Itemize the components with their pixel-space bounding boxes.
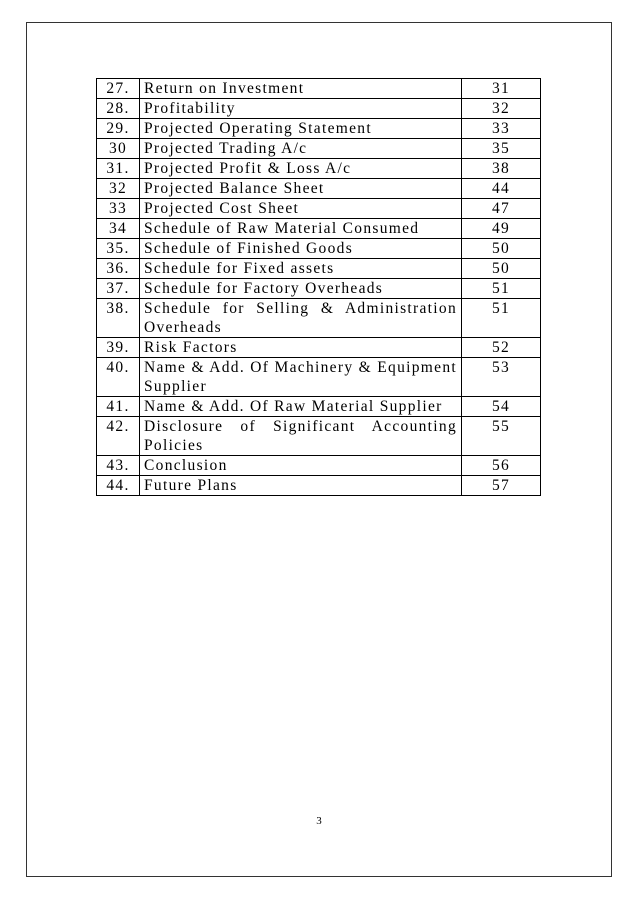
row-number: 31. — [97, 159, 140, 179]
row-title: Name & Add. Of Raw Material Supplier — [140, 397, 462, 417]
row-title: Projected Trading A/c — [140, 139, 462, 159]
row-page: 31 — [462, 79, 541, 99]
row-title: Schedule for Factory Overheads — [140, 279, 462, 299]
table-row — [97, 299, 541, 338]
row-page: 32 — [462, 99, 541, 119]
row-number: 38. — [97, 299, 140, 338]
table-row — [97, 259, 541, 279]
row-title: Schedule for Selling & Administration Overheads — [140, 299, 462, 338]
table-row — [97, 358, 541, 397]
row-page: 51 — [462, 279, 541, 299]
row-title: Projected Balance Sheet — [140, 179, 462, 199]
row-page: 38 — [462, 159, 541, 179]
table-row — [97, 159, 541, 179]
page-number: 3 — [316, 815, 322, 827]
table-row — [97, 119, 541, 139]
row-title: Schedule for Fixed assets — [140, 259, 462, 279]
row-page: 50 — [462, 239, 541, 259]
row-page: 53 — [462, 358, 541, 397]
row-number: 42. — [97, 417, 140, 456]
row-title: Risk Factors — [140, 338, 462, 358]
row-page: 47 — [462, 199, 541, 219]
table-row — [97, 199, 541, 219]
row-number: 32 — [97, 179, 140, 199]
row-title: Future Plans — [140, 476, 462, 496]
row-page: 56 — [462, 456, 541, 476]
row-title: Name & Add. Of Machinery & Equipment Supplier — [140, 358, 462, 397]
row-page: 50 — [462, 259, 541, 279]
row-title: Projected Operating Statement — [140, 119, 462, 139]
table-row — [97, 279, 541, 299]
row-number: 29. — [97, 119, 140, 139]
row-page: 33 — [462, 119, 541, 139]
row-page: 51 — [462, 299, 541, 338]
row-number: 30 — [97, 139, 140, 159]
row-title: Conclusion — [140, 456, 462, 476]
row-number: 43. — [97, 456, 140, 476]
row-number: 44. — [97, 476, 140, 496]
row-title: Projected Profit & Loss A/c — [140, 159, 462, 179]
row-number: 36. — [97, 259, 140, 279]
table-row — [97, 239, 541, 259]
row-page: 54 — [462, 397, 541, 417]
row-number: 40. — [97, 358, 140, 397]
row-number: 28. — [97, 99, 140, 119]
row-number: 35. — [97, 239, 140, 259]
row-page: 55 — [462, 417, 541, 456]
table-row — [97, 179, 541, 199]
row-page: 49 — [462, 219, 541, 239]
row-number: 27. — [97, 79, 140, 99]
row-page: 35 — [462, 139, 541, 159]
row-title: Schedule of Raw Material Consumed — [140, 219, 462, 239]
row-number: 33 — [97, 199, 140, 219]
table-of-contents — [96, 78, 541, 496]
table-row — [97, 456, 541, 476]
row-page: 44 — [462, 179, 541, 199]
table-row — [97, 397, 541, 417]
table-row — [97, 79, 541, 99]
row-title: Schedule of Finished Goods — [140, 239, 462, 259]
row-number: 37. — [97, 279, 140, 299]
table-row — [97, 219, 541, 239]
row-page: 57 — [462, 476, 541, 496]
row-title: Projected Cost Sheet — [140, 199, 462, 219]
row-page: 52 — [462, 338, 541, 358]
row-title: Return on Investment — [140, 79, 462, 99]
row-number: 34 — [97, 219, 140, 239]
table-row — [97, 417, 541, 456]
row-title: Profitability — [140, 99, 462, 119]
row-title: Disclosure of Significant Accounting Policies — [140, 417, 462, 456]
row-number: 41. — [97, 397, 140, 417]
table-row — [97, 99, 541, 119]
table-row — [97, 476, 541, 496]
row-number: 39. — [97, 338, 140, 358]
table-row — [97, 139, 541, 159]
table-row — [97, 338, 541, 358]
